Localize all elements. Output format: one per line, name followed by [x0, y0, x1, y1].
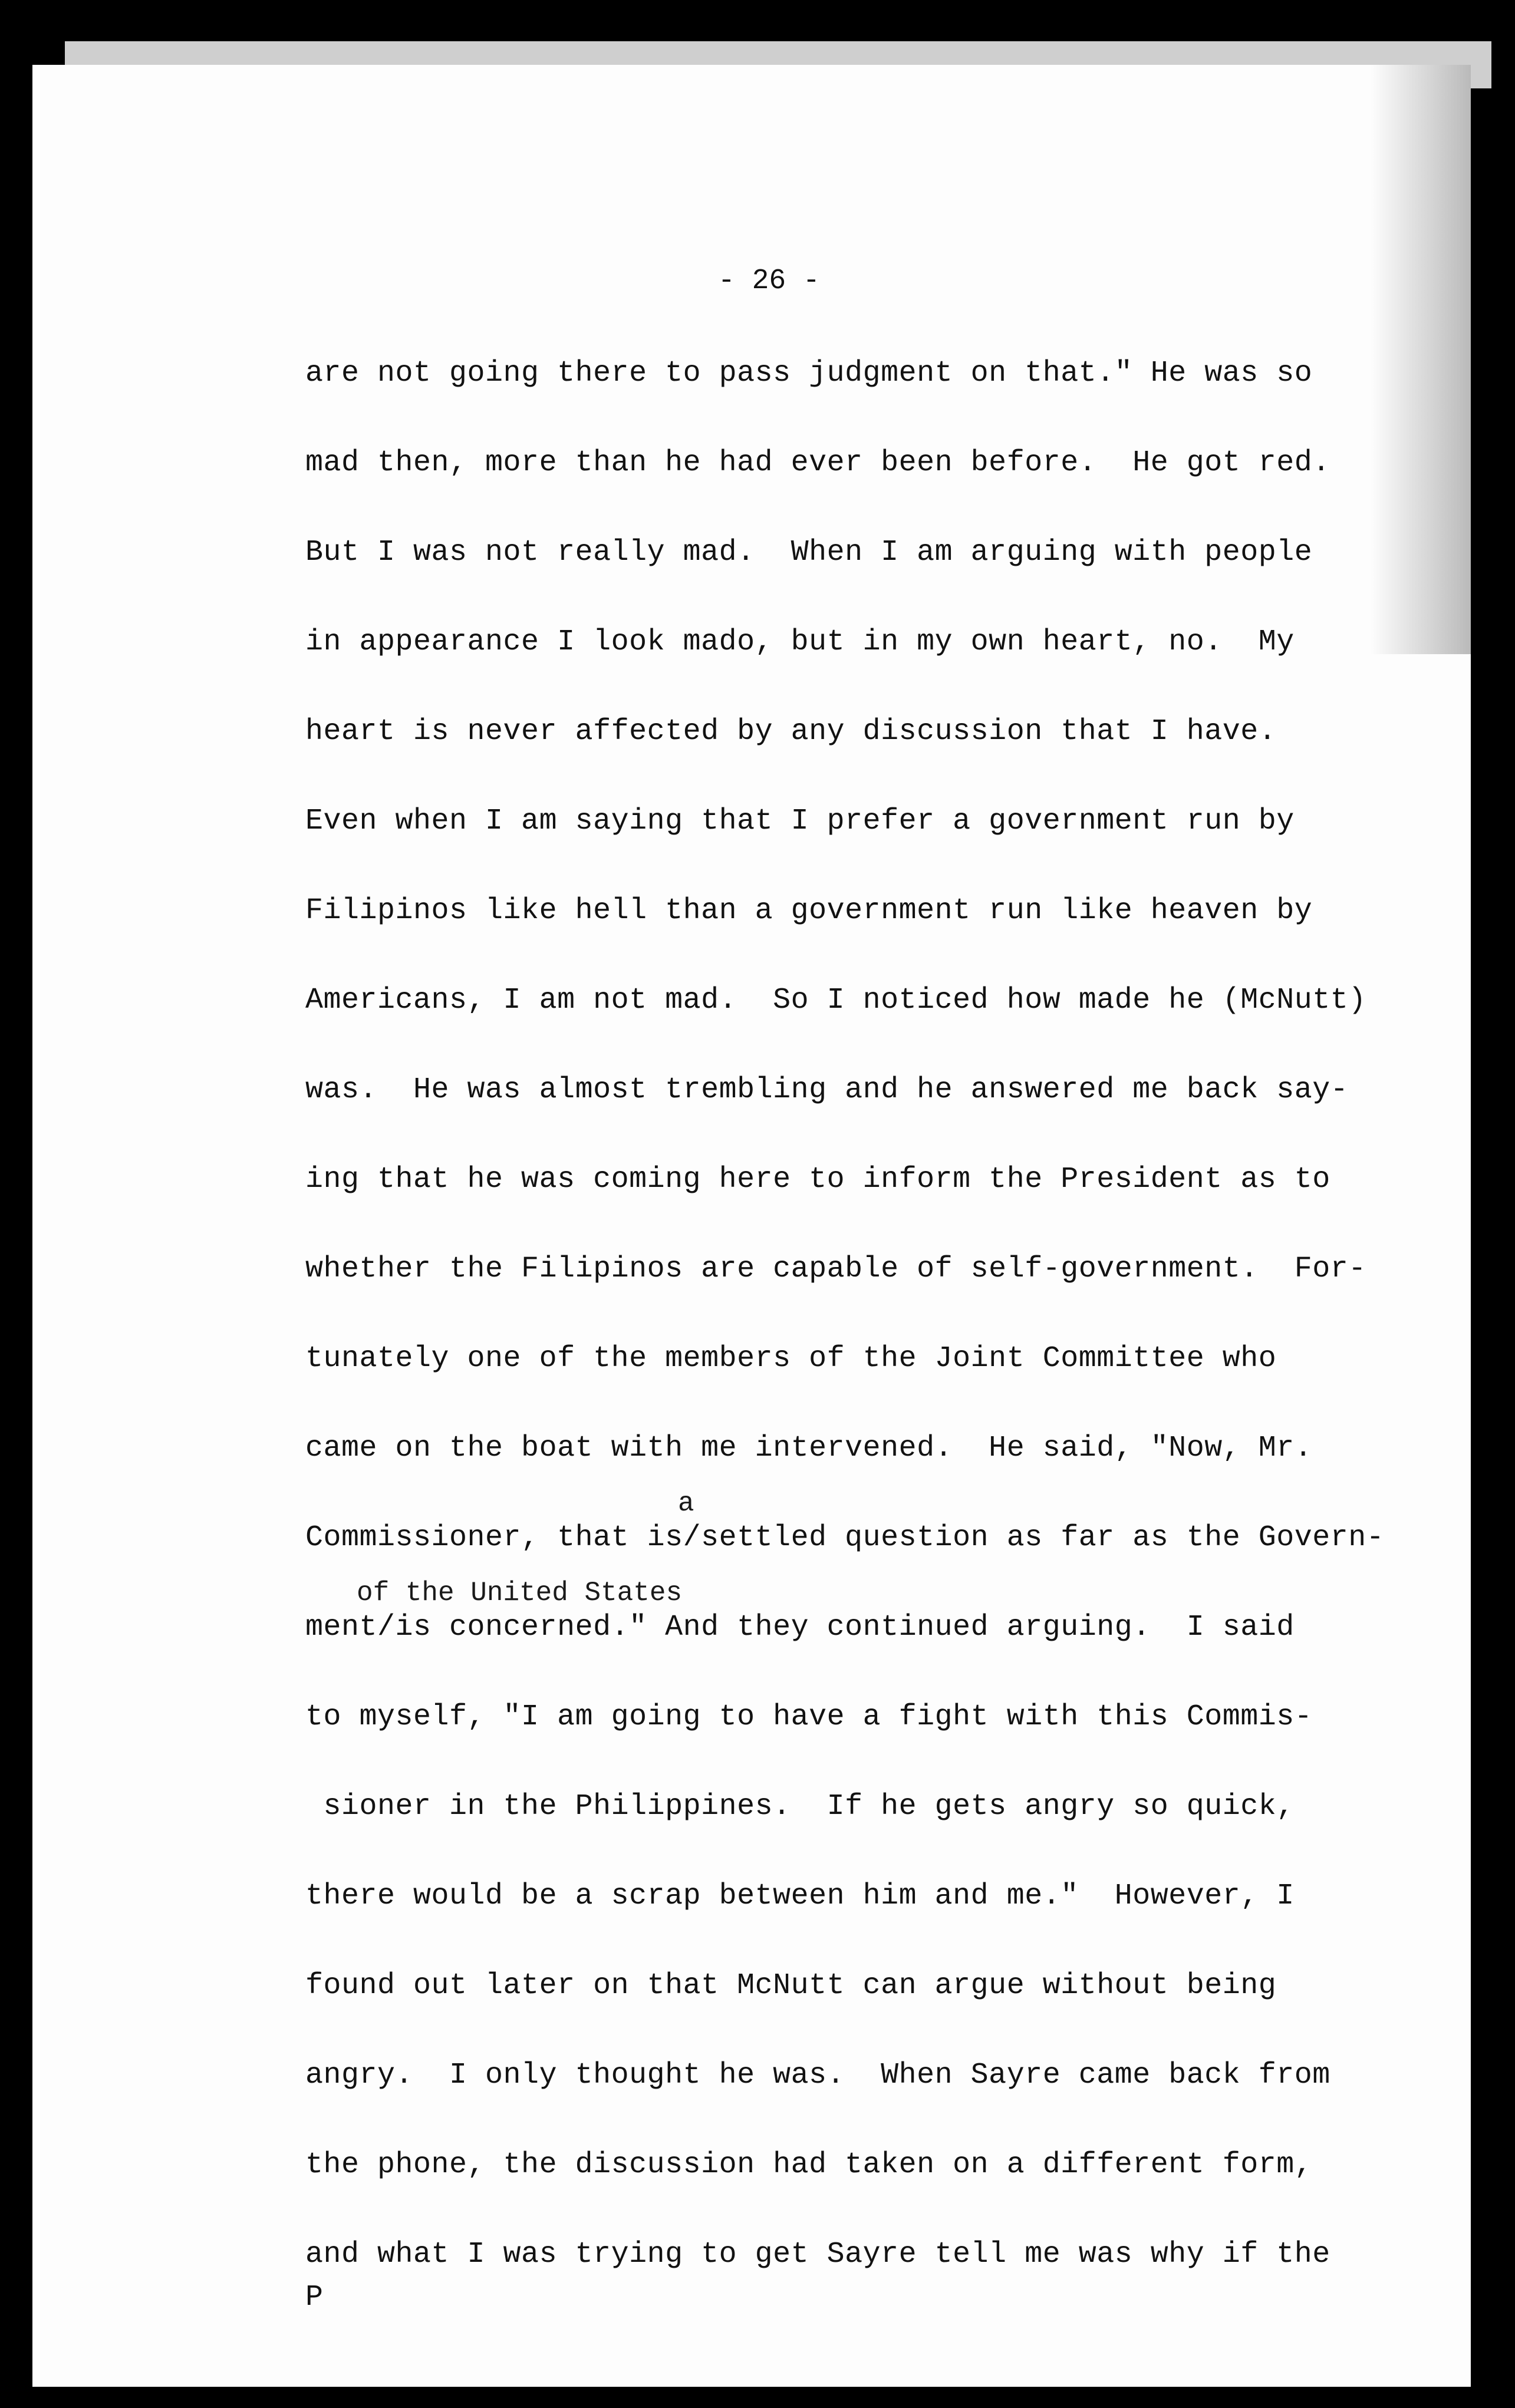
text-line-6: Even when I am saying that I prefer a government run by	[305, 804, 1295, 838]
text-line-5: heart is never affected by any discussion that I have.	[305, 715, 1277, 748]
text-line-23: P	[305, 2281, 324, 2314]
interlinear-insertion-united-states: of the United States	[357, 1578, 683, 1608]
text-line-18: there would be a scrap between him and me." However, I	[305, 1879, 1295, 1913]
text-line-13: came on the boat with me intervened. He said, "Now, Mr.	[305, 1431, 1313, 1465]
text-line-14: Commissioner, that is/settled question as far as the Govern-	[305, 1521, 1385, 1555]
page-edge-shadow	[1371, 65, 1471, 654]
text-line-19: found out later on that McNutt can argue without being	[305, 1969, 1277, 2003]
text-line-8: Americans, I am not mad. So I noticed how made he (McNutt)	[305, 984, 1366, 1017]
interlinear-insertion-a: a	[678, 1488, 694, 1519]
text-line-16: to myself, "I am going to have a fight with this Commis-	[305, 1700, 1313, 1734]
text-line-9: was. He was almost trembling and he answered me back say-	[305, 1073, 1349, 1107]
text-line-15: ment/is concerned." And they continued arguing. I said	[305, 1611, 1295, 1644]
text-line-12: tunately one of the members of the Joint Committee who	[305, 1342, 1277, 1375]
text-line-3: But I was not really mad. When I am arguing with people	[305, 536, 1313, 569]
page-number: - 26 -	[718, 265, 820, 297]
text-line-22: and what I was trying to get Sayre tell me was why if the	[305, 2238, 1330, 2271]
typewritten-page	[32, 65, 1471, 2387]
text-line-20: angry. I only thought he was. When Sayre came back from	[305, 2059, 1330, 2092]
text-line-21: the phone, the discussion had taken on a different form,	[305, 2148, 1313, 2182]
text-line-1: are not going there to pass judgment on that." He was so	[305, 357, 1313, 390]
text-line-4: in appearance I look mado, but in my own heart, no. My	[305, 625, 1295, 659]
text-line-7: Filipinos like hell than a government run like heaven by	[305, 894, 1313, 928]
text-line-2: mad then, more than he had ever been before. He got red.	[305, 446, 1330, 480]
text-line-17: sioner in the Philippines. If he gets angry so quick,	[305, 1790, 1295, 1823]
text-line-10: ing that he was coming here to inform the President as to	[305, 1163, 1330, 1196]
text-line-11: whether the Filipinos are capable of self-government. For-	[305, 1252, 1366, 1286]
